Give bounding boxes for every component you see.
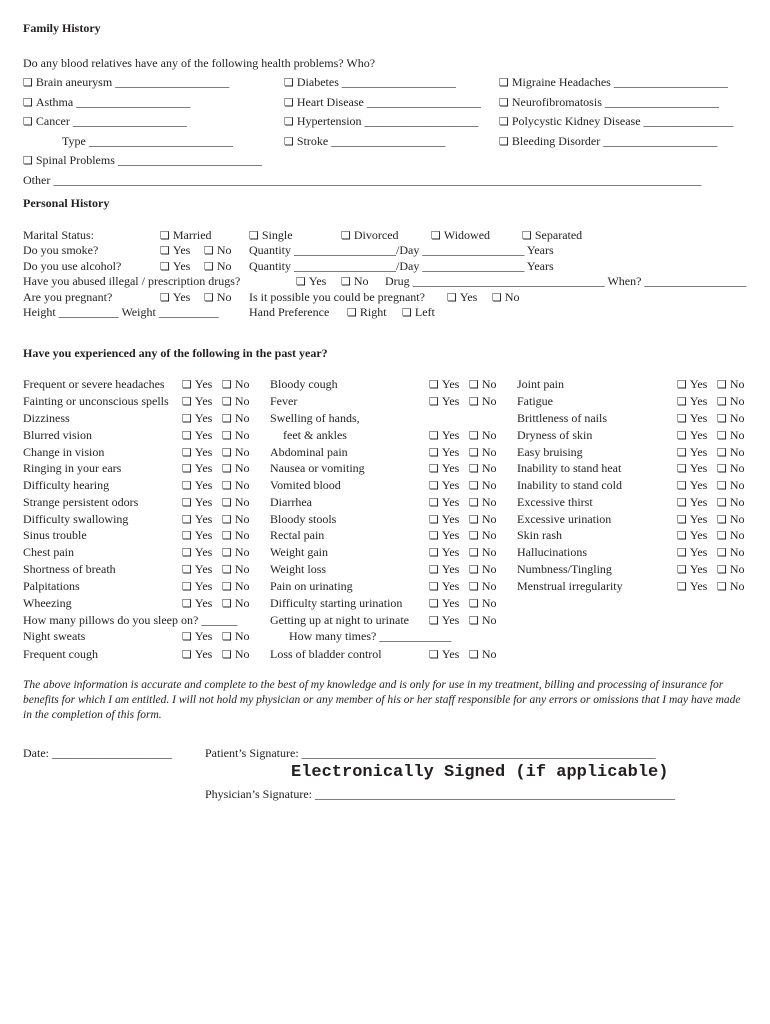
symptom-col1-yes-checkbox[interactable]: ❏ Yes (182, 495, 212, 510)
symptom-col2-yes-checkbox[interactable]: ❏ Yes (429, 377, 459, 392)
symptom-col2-no-checkbox[interactable]: ❏ No (469, 596, 497, 611)
fh-cancer-type[interactable]: Type ________________________ (62, 134, 233, 148)
symptom-col2-no-checkbox[interactable]: ❏ No (469, 613, 497, 628)
symptom-col3-label: Menstrual irregularity (517, 579, 623, 593)
symptom-col2-yes-checkbox[interactable]: ❏ Yes (429, 461, 459, 476)
pregnant-no[interactable]: ❏ No (204, 290, 232, 305)
marital-single[interactable]: ❏ Single (249, 228, 293, 243)
symptom-col2-yes-checkbox[interactable]: ❏ Yes (429, 478, 459, 493)
possible-pregnant-no[interactable]: ❏ No (492, 290, 520, 305)
fh-migraine[interactable]: ❏ Migraine Headaches ___________________ (499, 75, 728, 90)
symptom-col1-yes-checkbox[interactable]: ❏ Yes (182, 461, 212, 476)
symptom-col3-yes-checkbox[interactable]: ❏ Yes (677, 495, 707, 510)
height-weight-line[interactable]: Height __________ Weight __________ (23, 305, 219, 319)
symptom-col3-yes-checkbox[interactable]: ❏ Yes (677, 377, 707, 392)
symptom-col1-label: Wheezing (23, 596, 72, 610)
symptom-col3-yes-checkbox[interactable]: ❏ Yes (677, 445, 707, 460)
symptom-col2-yes-checkbox[interactable]: ❏ Yes (429, 647, 459, 662)
marital-status-label: Marital Status: (23, 228, 94, 242)
fh-asthma[interactable]: ❏ Asthma ___________________ (23, 95, 190, 110)
symptom-col3-label: Hallucinations (517, 545, 587, 559)
symptom-col2-yes-checkbox[interactable]: ❏ Yes (429, 596, 459, 611)
symptom-col2-no-checkbox[interactable]: ❏ No (469, 647, 497, 662)
alcohol-no[interactable]: ❏ No (204, 259, 232, 274)
symptom-col3-label: Easy bruising (517, 445, 583, 459)
fh-heart-disease[interactable]: ❏ Heart Disease ___________________ (284, 95, 481, 110)
drugs-yes[interactable]: ❏ Yes (296, 274, 326, 289)
fh-spinal-problems[interactable]: ❏ Spinal Problems ________________________ (23, 153, 262, 168)
symptom-col2-label: Rectal pain (270, 528, 325, 542)
symptom-col2-label: Fever (270, 394, 298, 408)
symptom-col3-no-checkbox[interactable]: ❏ No (717, 461, 745, 476)
symptom-col1-label: Strange persistent odors (23, 495, 139, 509)
symptom-col1-yes-checkbox[interactable]: ❏ Yes (182, 428, 212, 443)
symptom-col1-label[interactable]: How many pillows do you sleep on? ______ (23, 613, 238, 627)
symptom-col1-no-checkbox[interactable]: ❏ No (222, 647, 250, 662)
symptom-col3-no-checkbox[interactable]: ❏ No (717, 445, 745, 460)
alcohol-label: Do you use alcohol? (23, 259, 122, 273)
symptom-col3-no-checkbox[interactable]: ❏ No (717, 411, 745, 426)
symptom-col3-yes-checkbox[interactable]: ❏ Yes (677, 562, 707, 577)
marital-divorced[interactable]: ❏ Divorced (341, 228, 399, 243)
symptom-col2-label: Weight loss (270, 562, 327, 576)
symptom-col3-label: Excessive urination (517, 512, 612, 526)
possible-pregnant-yes[interactable]: ❏ Yes (447, 290, 477, 305)
symptom-col3-yes-checkbox[interactable]: ❏ Yes (677, 411, 707, 426)
symptom-col1-label: Sinus trouble (23, 528, 87, 542)
marital-separated[interactable]: ❏ Separated (522, 228, 582, 243)
symptom-col1-yes-checkbox[interactable]: ❏ Yes (182, 579, 212, 594)
fh-diabetes[interactable]: ❏ Diabetes ___________________ (284, 75, 456, 90)
symptom-col1-no-checkbox[interactable]: ❏ No (222, 579, 250, 594)
pregnant-yes[interactable]: ❏ Yes (160, 290, 190, 305)
fh-polycystic-kidney[interactable]: ❏ Polycystic Kidney Disease _______________ (499, 114, 734, 129)
smoke-yes[interactable]: ❏ Yes (160, 243, 190, 258)
fh-neurofibromatosis[interactable]: ❏ Neurofibromatosis ___________________ (499, 95, 719, 110)
symptom-col2-label[interactable]: How many times? ____________ (289, 629, 452, 643)
family-history-question: Do any blood relatives have any of the following health problems? Who? (23, 56, 376, 70)
symptom-col2-yes-checkbox[interactable]: ❏ Yes (429, 428, 459, 443)
hand-preference-label: Hand Preference (249, 305, 330, 319)
symptom-col2-label: Abdominal pain (270, 445, 348, 459)
pregnant-label: Are you pregnant? (23, 290, 113, 304)
hand-right[interactable]: ❏ Right (347, 305, 387, 320)
symptom-col1-yes-checkbox[interactable]: ❏ Yes (182, 647, 212, 662)
symptom-col2-no-checkbox[interactable]: ❏ No (469, 445, 497, 460)
drug-when-line[interactable]: Drug ________________________________ When? _________________ (385, 274, 747, 288)
symptom-col3-no-checkbox[interactable]: ❏ No (717, 579, 745, 594)
symptom-col2-yes-checkbox[interactable]: ❏ Yes (429, 545, 459, 560)
symptom-col2-no-checkbox[interactable]: ❏ No (469, 478, 497, 493)
symptom-col3-label: Inability to stand heat (517, 461, 622, 475)
symptom-col3-label: Excessive thirst (517, 495, 593, 509)
symptom-col1-no-checkbox[interactable]: ❏ No (222, 428, 250, 443)
symptom-col1-no-checkbox[interactable]: ❏ No (222, 528, 250, 543)
symptom-col2-no-checkbox[interactable]: ❏ No (469, 579, 497, 594)
fh-hypertension[interactable]: ❏ Hypertension ___________________ (284, 114, 479, 129)
symptom-col3-no-checkbox[interactable]: ❏ No (717, 528, 745, 543)
smoke-no[interactable]: ❏ No (204, 243, 232, 258)
symptom-col3-no-checkbox[interactable]: ❏ No (717, 562, 745, 577)
symptom-col1-no-checkbox[interactable]: ❏ No (222, 629, 250, 644)
symptom-col3-label: Numbness/Tingling (517, 562, 612, 576)
symptom-col2-label: Bloody cough (270, 377, 338, 391)
symptom-col1-label: Palpitations (23, 579, 80, 593)
disclaimer-text: The above information is accurate and complete to the best of my knowledge and is only for use in my treatment, billing and processing of insurance for benefits for which I am entitled. I will not hold my physician or any member of his or her staff responsible for any errors or omissions that I may have made in the completion of this form. (23, 679, 741, 721)
alcohol-yes[interactable]: ❏ Yes (160, 259, 190, 274)
symptom-col1-yes-checkbox[interactable]: ❏ Yes (182, 562, 212, 577)
symptom-col2-no-checkbox[interactable]: ❏ No (469, 528, 497, 543)
symptom-col2-yes-checkbox[interactable]: ❏ Yes (429, 528, 459, 543)
symptom-col3-yes-checkbox[interactable]: ❏ Yes (677, 428, 707, 443)
symptom-col2-label: Vomited blood (270, 478, 341, 492)
symptom-col2-yes-checkbox[interactable]: ❏ Yes (429, 512, 459, 527)
symptom-col1-no-checkbox[interactable]: ❏ No (222, 377, 250, 392)
symptom-col3-label: Brittleness of nails (517, 411, 607, 425)
marital-widowed[interactable]: ❏ Widowed (431, 228, 490, 243)
symptom-col3-yes-checkbox[interactable]: ❏ Yes (677, 545, 707, 560)
symptom-col1-no-checkbox[interactable]: ❏ No (222, 596, 250, 611)
symptom-col1-yes-checkbox[interactable]: ❏ Yes (182, 545, 212, 560)
symptom-col2-no-checkbox[interactable]: ❏ No (469, 461, 497, 476)
symptom-col3-no-checkbox[interactable]: ❏ No (717, 377, 745, 392)
drugs-label: Have you abused illegal / prescription drugs? (23, 274, 241, 288)
fh-other[interactable]: Other ____________________________________________________________________________________________________________ (23, 173, 702, 187)
symptom-col1-no-checkbox[interactable]: ❏ No (222, 562, 250, 577)
symptom-col1-yes-checkbox[interactable]: ❏ Yes (182, 512, 212, 527)
symptom-col1-yes-checkbox[interactable]: ❏ Yes (182, 629, 212, 644)
family-history-title: Family History (23, 21, 101, 35)
smoke-quantity[interactable]: Quantity _________________/Day _________________ Years (249, 243, 554, 257)
symptom-col1-label: Dizziness (23, 411, 70, 425)
symptom-col2-no-checkbox[interactable]: ❏ No (469, 495, 497, 510)
symptom-col2-no-checkbox[interactable]: ❏ No (469, 545, 497, 560)
symptom-col1-no-checkbox[interactable]: ❏ No (222, 461, 250, 476)
symptom-col2-label: Nausea or vomiting (270, 461, 365, 475)
symptom-col1-label: Blurred vision (23, 428, 92, 442)
date-line[interactable]: Date: ____________________ (23, 746, 172, 760)
symptom-col3-yes-checkbox[interactable]: ❏ Yes (677, 512, 707, 527)
symptom-col1-no-checkbox[interactable]: ❏ No (222, 394, 250, 409)
symptom-col1-label: Difficulty swallowing (23, 512, 129, 526)
symptom-col2-yes-checkbox[interactable]: ❏ Yes (429, 613, 459, 628)
symptom-col1-yes-checkbox[interactable]: ❏ Yes (182, 411, 212, 426)
symptom-col2-label: Difficulty starting urination (270, 596, 403, 610)
symptom-col3-label: Dryness of skin (517, 428, 593, 442)
symptom-col1-label: Fainting or unconscious spells (23, 394, 169, 408)
symptom-col2-no-checkbox[interactable]: ❏ No (469, 512, 497, 527)
symptom-col3-no-checkbox[interactable]: ❏ No (717, 512, 745, 527)
symptom-col2-label: Bloody stools (270, 512, 337, 526)
symptom-col3-no-checkbox[interactable]: ❏ No (717, 478, 745, 493)
physician-signature-line[interactable]: Physician’s Signature: ____________________________________________________________ (205, 787, 675, 801)
symptom-col3-no-checkbox[interactable]: ❏ No (717, 428, 745, 443)
symptom-col2-yes-checkbox[interactable]: ❏ Yes (429, 394, 459, 409)
symptom-col3-no-checkbox[interactable]: ❏ No (717, 394, 745, 409)
symptom-col1-yes-checkbox[interactable]: ❏ Yes (182, 478, 212, 493)
symptom-col1-label: Chest pain (23, 545, 74, 559)
symptom-col2-no-checkbox[interactable]: ❏ No (469, 562, 497, 577)
fh-brain-aneurysm[interactable]: ❏ Brain aneurysm ___________________ (23, 75, 229, 90)
patient-signature-line[interactable]: Patient’s Signature: ___________________________________________________________ (205, 746, 656, 760)
symptom-col1-yes-checkbox[interactable]: ❏ Yes (182, 528, 212, 543)
symptom-col3-yes-checkbox[interactable]: ❏ Yes (677, 461, 707, 476)
symptom-col2-yes-checkbox[interactable]: ❏ Yes (429, 495, 459, 510)
symptom-col1-no-checkbox[interactable]: ❏ No (222, 445, 250, 460)
smoke-label: Do you smoke? (23, 243, 99, 257)
drugs-no[interactable]: ❏ No (341, 274, 369, 289)
fh-cancer[interactable]: ❏ Cancer ___________________ (23, 114, 187, 129)
symptom-col1-label: Frequent or severe headaches (23, 377, 165, 391)
symptom-col3-yes-checkbox[interactable]: ❏ Yes (677, 394, 707, 409)
symptom-col1-no-checkbox[interactable]: ❏ No (222, 512, 250, 527)
personal-history-title: Personal History (23, 196, 110, 210)
symptom-col3-yes-checkbox[interactable]: ❏ Yes (677, 528, 707, 543)
symptom-col3-yes-checkbox[interactable]: ❏ Yes (677, 579, 707, 594)
symptom-col2-label: Swelling of hands, (270, 411, 360, 425)
symptom-col2-yes-checkbox[interactable]: ❏ Yes (429, 445, 459, 460)
symptom-col2-label: Getting up at night to urinate (270, 613, 409, 627)
symptom-col3-yes-checkbox[interactable]: ❏ Yes (677, 478, 707, 493)
symptom-col1-yes-checkbox[interactable]: ❏ Yes (182, 596, 212, 611)
electronically-signed-text: Electronically Signed (if applicable) (291, 763, 669, 782)
symptom-col1-no-checkbox[interactable]: ❏ No (222, 545, 250, 560)
symptom-col2-label: Weight gain (270, 545, 329, 559)
symptom-col1-no-checkbox[interactable]: ❏ No (222, 411, 250, 426)
fh-stroke[interactable]: ❏ Stroke ___________________ (284, 134, 445, 149)
symptom-col1-label: Ringing in your ears (23, 461, 122, 475)
symptom-col3-no-checkbox[interactable]: ❏ No (717, 545, 745, 560)
symptom-col1-yes-checkbox[interactable]: ❏ Yes (182, 394, 212, 409)
symptom-col1-label: Shortness of breath (23, 562, 116, 576)
symptom-col3-label: Skin rash (517, 528, 562, 542)
fh-bleeding-disorder[interactable]: ❏ Bleeding Disorder ___________________ (499, 134, 717, 149)
past-year-title: Have you experienced any of the following in the past year? (23, 346, 328, 360)
symptom-col3-label: Fatigue (517, 394, 553, 408)
symptom-col3-no-checkbox[interactable]: ❏ No (717, 495, 745, 510)
possible-pregnant-label: Is it possible you could be pregnant? (249, 290, 425, 304)
symptom-col2-yes-checkbox[interactable]: ❏ Yes (429, 562, 459, 577)
symptom-col2-yes-checkbox[interactable]: ❏ Yes (429, 579, 459, 594)
symptom-col1-label: Frequent cough (23, 647, 98, 661)
symptom-col1-no-checkbox[interactable]: ❏ No (222, 495, 250, 510)
symptom-col1-label: Difficulty hearing (23, 478, 110, 492)
symptom-col1-yes-checkbox[interactable]: ❏ Yes (182, 377, 212, 392)
symptom-col2-no-checkbox[interactable]: ❏ No (469, 394, 497, 409)
symptom-col3-label: Inability to stand cold (517, 478, 622, 492)
symptom-col3-label: Joint pain (517, 377, 564, 391)
hand-left[interactable]: ❏ Left (402, 305, 435, 320)
symptom-col1-label: Change in vision (23, 445, 105, 459)
symptom-col2-label: Diarrhea (270, 495, 312, 509)
symptom-col1-no-checkbox[interactable]: ❏ No (222, 478, 250, 493)
symptom-col1-label: Night sweats (23, 629, 86, 643)
alcohol-quantity[interactable]: Quantity _________________/Day _________________ Years (249, 259, 554, 273)
symptom-col1-yes-checkbox[interactable]: ❏ Yes (182, 445, 212, 460)
symptom-col2-no-checkbox[interactable]: ❏ No (469, 377, 497, 392)
symptom-col2-label: Pain on urinating (270, 579, 353, 593)
symptom-col2-no-checkbox[interactable]: ❏ No (469, 428, 497, 443)
symptom-col2-label: feet & ankles (283, 428, 347, 442)
symptom-col2-label: Loss of bladder control (270, 647, 382, 661)
marital-married[interactable]: ❏ Married (160, 228, 212, 243)
